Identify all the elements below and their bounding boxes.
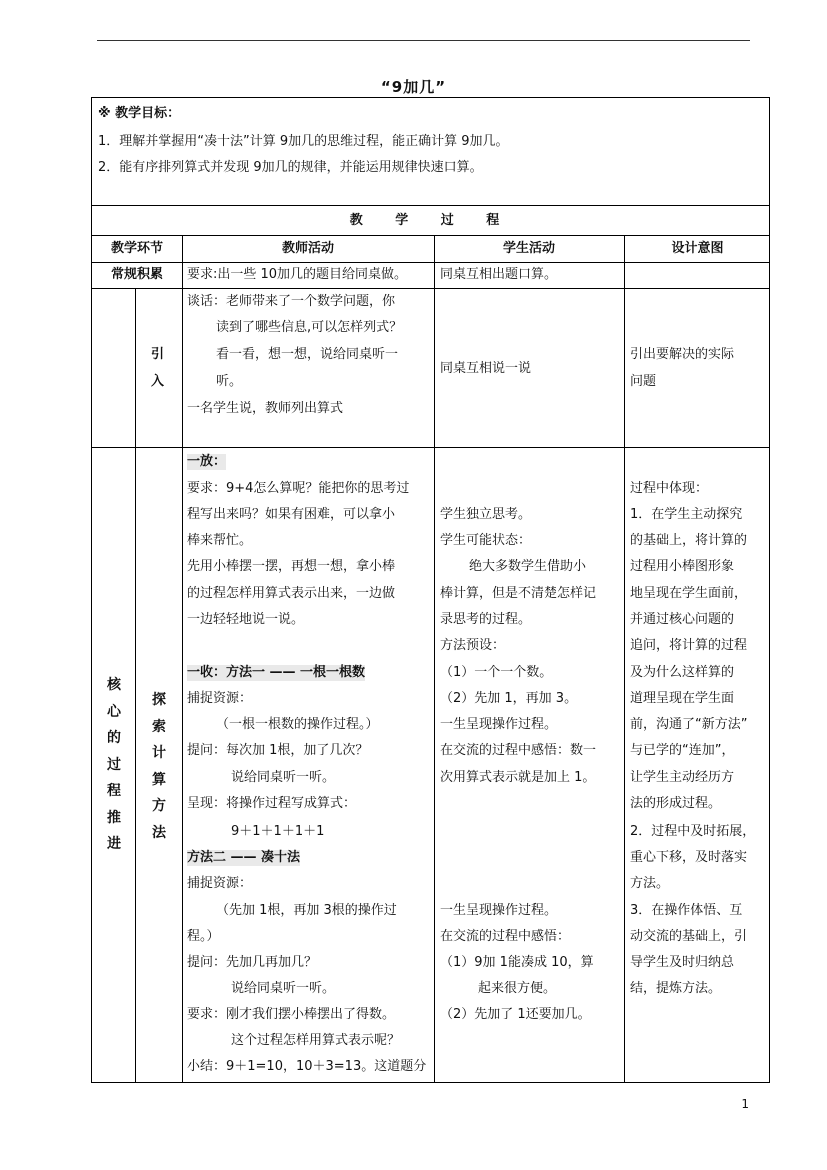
intro-teacher-line: 谈话：老师带来了一个数学问题，你 — [187, 294, 396, 309]
core-intent-line: 动交流的基础上，引 — [630, 929, 748, 944]
core-teacher-line: 程写出来吗？如果有困难，可以拿小 — [187, 507, 396, 522]
core-intent-line: 与已学的“连加”， — [630, 743, 735, 758]
label-char: 的 — [107, 730, 121, 746]
page-title: “9加几” — [380, 78, 447, 96]
label-char: 算 — [152, 771, 166, 788]
core-teacher-line: 程。） — [187, 929, 220, 944]
objectives-heading: ※ 教学目标： — [98, 106, 181, 121]
core-intent-line: 追问，将计算的过程 — [630, 638, 748, 653]
core-student-line: 学生可能状态： — [440, 533, 532, 548]
objective-item-1: 1．理解并掌握用“凑十法”计算 9加几的思维过程，能正确计算 9加几。 — [98, 134, 509, 149]
core-student-line: 在交流的过程中感悟：数一 — [440, 743, 597, 758]
core-teacher-line: 说给同桌听一听。 — [231, 981, 336, 996]
core-intent-line: 及为什么这样算的 — [630, 665, 735, 680]
core-teacher-line: 先用小棒摆一摆，再想一想，拿小棒 — [187, 559, 396, 574]
core-teacher-line: 小结：9＋1=10，10＋3=13。这道题分 — [187, 1059, 427, 1074]
label-char: 核 — [107, 677, 121, 693]
col-header-intent: 设计意图 — [671, 241, 724, 256]
core-teacher-line: 一收：方法一 —— 一根一根数 — [187, 665, 366, 680]
core-intent-line: 让学生主动经历方 — [630, 770, 735, 785]
routine-label: 常规积累 — [110, 267, 163, 282]
objective-item-2: 2．能有序排列算式并发现 9加几的规律，并能运用规律快速口算。 — [98, 160, 483, 175]
core-teacher-line: 捕捉资源： — [187, 876, 253, 891]
process-table — [91, 205, 770, 1083]
core-intent-line: 并通过核心问题的 — [630, 612, 735, 627]
intro-intent-line: 引出要解决的实际 — [630, 347, 735, 362]
core-teacher-line: 捕捉资源： — [187, 691, 253, 706]
core-teacher-line: 提问：先加几再加几？ — [187, 955, 318, 970]
core-teacher-line: 提问：每次加 1根，加了几次？ — [187, 743, 369, 758]
core-intent-line: 导学生及时归纳总 — [630, 955, 735, 970]
process-heading: 教 学 过 程 — [349, 213, 514, 228]
core-outer-label — [104, 672, 124, 858]
core-student-line: 一生呈现操作过程。 — [440, 903, 558, 918]
label-char: 推 — [107, 809, 121, 826]
core-intent-line: 道理呈现在学生面 — [630, 691, 735, 706]
core-intent-line: 1．在学生主动探究 — [630, 507, 743, 522]
label-char: 法 — [152, 824, 166, 841]
core-student-line: （1）一个一个数。 — [440, 665, 553, 680]
core-teacher-line: 呈现：将操作过程写成算式： — [187, 796, 357, 811]
intro-intent-line: 问题 — [630, 374, 657, 389]
label-char: 索 — [152, 718, 166, 735]
core-intent-line: 3．在操作体悟、互 — [630, 903, 743, 918]
core-intent-line: 地呈现在学生面前， — [630, 586, 748, 601]
intro-teacher-line: 读到了哪些信息,可以怎样列式？ — [216, 320, 403, 335]
core-teacher-line: （先加 1根，再加 3根的操作过 — [216, 903, 397, 918]
core-student-line: （1）9加 1能凑成 10，算 — [440, 955, 594, 970]
core-intent-line: 过程用小棒图形象 — [630, 559, 735, 574]
label-char: 方 — [152, 798, 166, 814]
intro-teacher-line: 听。 — [216, 374, 243, 389]
core-teacher-line: 方法二 —— 凑十法 — [187, 850, 301, 865]
core-teacher-line: （一根一根数的操作过程。） — [216, 717, 379, 732]
core-student-line: 学生独立思考。 — [440, 507, 532, 522]
header-rule — [97, 40, 750, 41]
core-student-line: 棒计算，但是不清楚怎样记 — [440, 586, 597, 601]
core-student-line: 次用算式表示就是加上 1。 — [440, 770, 596, 785]
core-teacher-line: 要求：刚才我们摆小棒摆出了得数。 — [187, 1007, 396, 1022]
core-intent-line: 方法。 — [630, 876, 670, 891]
routine-student: 同桌互相出题口算。 — [440, 267, 558, 282]
core-teacher-line: 9＋1＋1＋1＋1 — [231, 824, 325, 839]
core-student-line: 绝大多数学生借助小 — [469, 559, 587, 574]
core-student-line: 方法预设： — [440, 638, 506, 653]
col-header-student: 学生活动 — [502, 241, 555, 256]
core-student-line: （2）先加了 1还要加几。 — [440, 1007, 591, 1022]
label-char: 心 — [107, 703, 121, 720]
col-header-teacher: 教师活动 — [281, 241, 334, 256]
core-teacher-line: 一放： — [187, 454, 227, 469]
core-teacher-line: 的过程怎样用算式表示出来，一边做 — [187, 586, 396, 601]
core-teacher-line: 要求：9+4怎么算呢？能把你的思考过 — [187, 481, 410, 496]
core-teacher-line: 这个过程怎样用算式表示呢？ — [231, 1033, 401, 1048]
core-intent-line: 的基础上，将计算的 — [630, 533, 748, 548]
core-teacher-line: 棒来帮忙。 — [187, 533, 253, 548]
core-student-line: 起来很方便。 — [478, 981, 557, 996]
intro-student: 同桌互相说一说 — [440, 361, 532, 376]
core-intent-line: 过程中体现： — [630, 481, 709, 496]
core-intent-line: 重心下移，及时落实 — [630, 850, 748, 865]
label-char: 探 — [152, 692, 166, 708]
label-char: 过 — [107, 756, 121, 773]
core-intent-line: 法的形成过程。 — [630, 796, 722, 811]
core-teacher-line: 一边轻轻地说一说。 — [187, 612, 305, 627]
objectives-box — [91, 97, 770, 206]
core-teacher-line: 说给同桌听一听。 — [231, 770, 336, 785]
core-inner-label — [149, 687, 169, 846]
core-student-line: 一生呈现操作过程。 — [440, 717, 558, 732]
col-header-stage: 教学环节 — [110, 241, 163, 256]
core-student-line: （2）先加 1，再加 3。 — [440, 691, 578, 706]
label-char: 计 — [152, 745, 166, 761]
routine-teacher: 要求:出一些 10加几的题目给同桌做。 — [187, 267, 408, 282]
intro-label-2: 入 — [151, 374, 165, 389]
core-intent-line: 结，提炼方法。 — [630, 981, 722, 996]
intro-teacher-line: 看一看，想一想，说给同桌听一 — [216, 347, 399, 362]
intro-label-1: 引 — [151, 347, 165, 362]
label-char: 进 — [107, 836, 121, 852]
core-student-line: 录思考的过程。 — [440, 612, 532, 627]
label-char: 程 — [107, 783, 121, 799]
core-intent-line: 2．过程中及时拓展， — [630, 824, 756, 839]
page-number: 1 — [741, 1097, 749, 1111]
core-intent-line: 前，沟通了“新方法” — [630, 717, 748, 732]
core-student-line: 在交流的过程中感悟： — [440, 929, 571, 944]
intro-teacher-line: 一名学生说，教师列出算式 — [187, 401, 344, 416]
